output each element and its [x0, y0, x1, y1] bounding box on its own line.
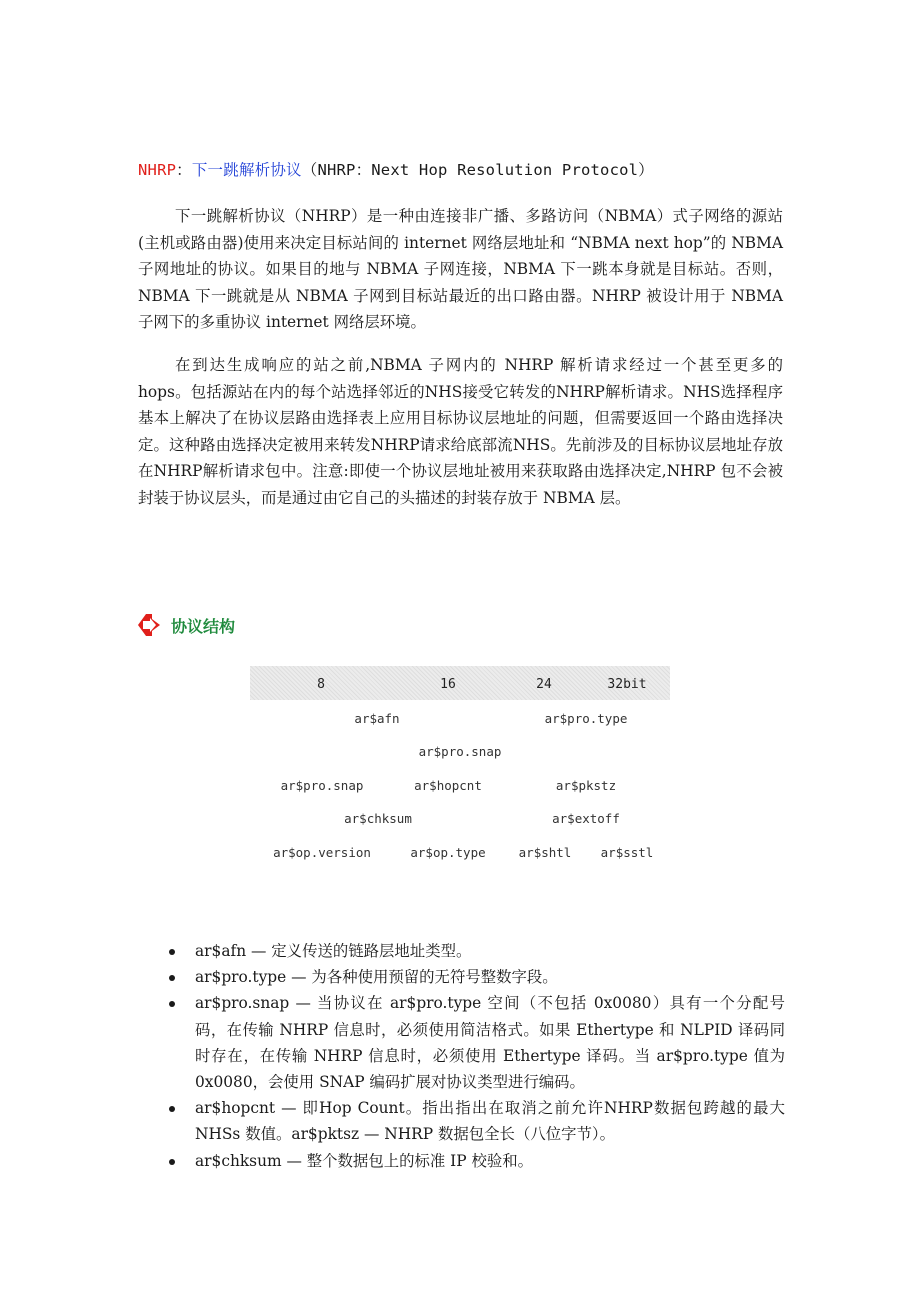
title-full-name: （NHRP：Next Hop Resolution Protocol） — [301, 161, 654, 179]
list-item-text: ar$pro.snap — 当协议在 ar$pro.type 空间（不包括 0x0080）具有一个分配号码，在传输 NHRP 信息时，必须使用简洁格式。如果 Ethertype 和 NLPID 译码同时存在，在传输 NHRP 信息时，必须使用 Ethertype 译码。当 ar$pro.type 值为 0x0080，会使用 SNAP 编码扩展对协议类型进行编码。 — [195, 994, 785, 1092]
list-item — [195, 938, 785, 964]
bit-label-32: 32bit — [607, 677, 647, 692]
bit-label-8: 8 — [317, 677, 325, 692]
field-cell-afn: ar$afn — [354, 711, 400, 726]
title-abbreviation: NHRP — [138, 161, 177, 179]
bullet-dot-icon — [169, 975, 175, 981]
field-cell-extoff: ar$extoff — [552, 811, 620, 826]
field-cell-pkstz: ar$pkstz — [555, 778, 617, 793]
bullet-dot-icon — [169, 949, 175, 955]
list-item-text: ar$chksum — 整个数据包上的标准 IP 校验和。 — [195, 1151, 534, 1170]
list-item — [195, 964, 785, 990]
title-colon: ： — [176, 161, 192, 179]
bullet-dot-icon — [169, 1159, 175, 1165]
resolution-paragraph: 在到达生成响应的站之前,NBMA 子网内的 NHRP 解析请求经过一个甚至更多的 hops。包括源站在内的每个站选择邻近的NHS接受它转发的NHRP解析请求。NHS选择程序基本上解决了在协议层路由选择表上应用目标协议层地址的问题，但需要返回一个路由选择决定。这种路由选择决定被用来转发NHRP请求给底部流NHS。先前涉及的目标协议层地址存放在NHRP解析请求包中。注意:即使一个协议层地址被用来获取路由选择决定,NHRP 包不会被封装于协议层头，而是通过由它自己的头描述的封装存放于 NBMA 层。 — [138, 356, 783, 507]
field-cell-shtl: ar$shtl — [518, 845, 572, 860]
field-cell-chksum: ar$chksum — [344, 811, 412, 826]
field-cell-pro-snap-wide: ar$pro.snap — [418, 744, 502, 759]
list-item — [195, 990, 785, 1095]
field-cell-op-type: ar$op.type — [410, 845, 486, 860]
field-cell-pro-type: ar$pro.type — [544, 711, 628, 726]
field-description-list — [195, 938, 785, 1174]
list-item-text: ar$afn — 定义传送的链路层地址类型。 — [195, 942, 472, 960]
title-chinese-name: 下一跳解析协议 — [191, 161, 302, 179]
field-cell-pro-snap: ar$pro.snap — [280, 778, 364, 793]
bit-label-16: 16 — [440, 677, 456, 692]
section-title: 协议结构 — [171, 616, 236, 636]
list-item-text: ar$hopcnt — 即Hop Count。指出指出在取消之前允许NHRP数据包跨越的最大 NHSs 数值。ar$pktsz — NHRP 数据包全长（八位字节）。 — [195, 1099, 785, 1144]
bullet-dot-icon — [169, 1001, 175, 1007]
protocol-structure-table — [250, 666, 670, 866]
field-cell-op-version: ar$op.version — [273, 845, 371, 860]
field-cell-hopcnt: ar$hopcnt — [414, 778, 482, 793]
bit-label-24: 24 — [536, 677, 552, 692]
section-heading — [137, 613, 235, 637]
list-item — [195, 1148, 785, 1174]
intro-paragraph: 下一跳解析协议（NHRP）是一种由连接非广播、多路访问（NBMA）式子网络的源站(主机或路由器)使用来决定目标站间的 internet 网络层地址和 “NBMA next hop”的 NBMA 子网地址的协议。如果目的地与 NBMA 子网连接，NBMA 下一跳本身就是目标站。否则，NBMA 下一跳就是从 NBMA 子网到目标站最近的出口路由器。NHRP 被设计用于 NBMA 子网下的多重协议 internet 网络层环境。 — [138, 207, 783, 331]
bit-header-row — [250, 666, 670, 700]
document-title — [138, 158, 654, 180]
list-item — [195, 1095, 785, 1147]
list-item-text: ar$pro.type — 为各种使用预留的无符号整数字段。 — [195, 968, 558, 987]
field-cell-sstl: ar$sstl — [600, 845, 654, 860]
bullet-dot-icon — [169, 1106, 175, 1112]
red-arrow-icon — [137, 613, 161, 637]
